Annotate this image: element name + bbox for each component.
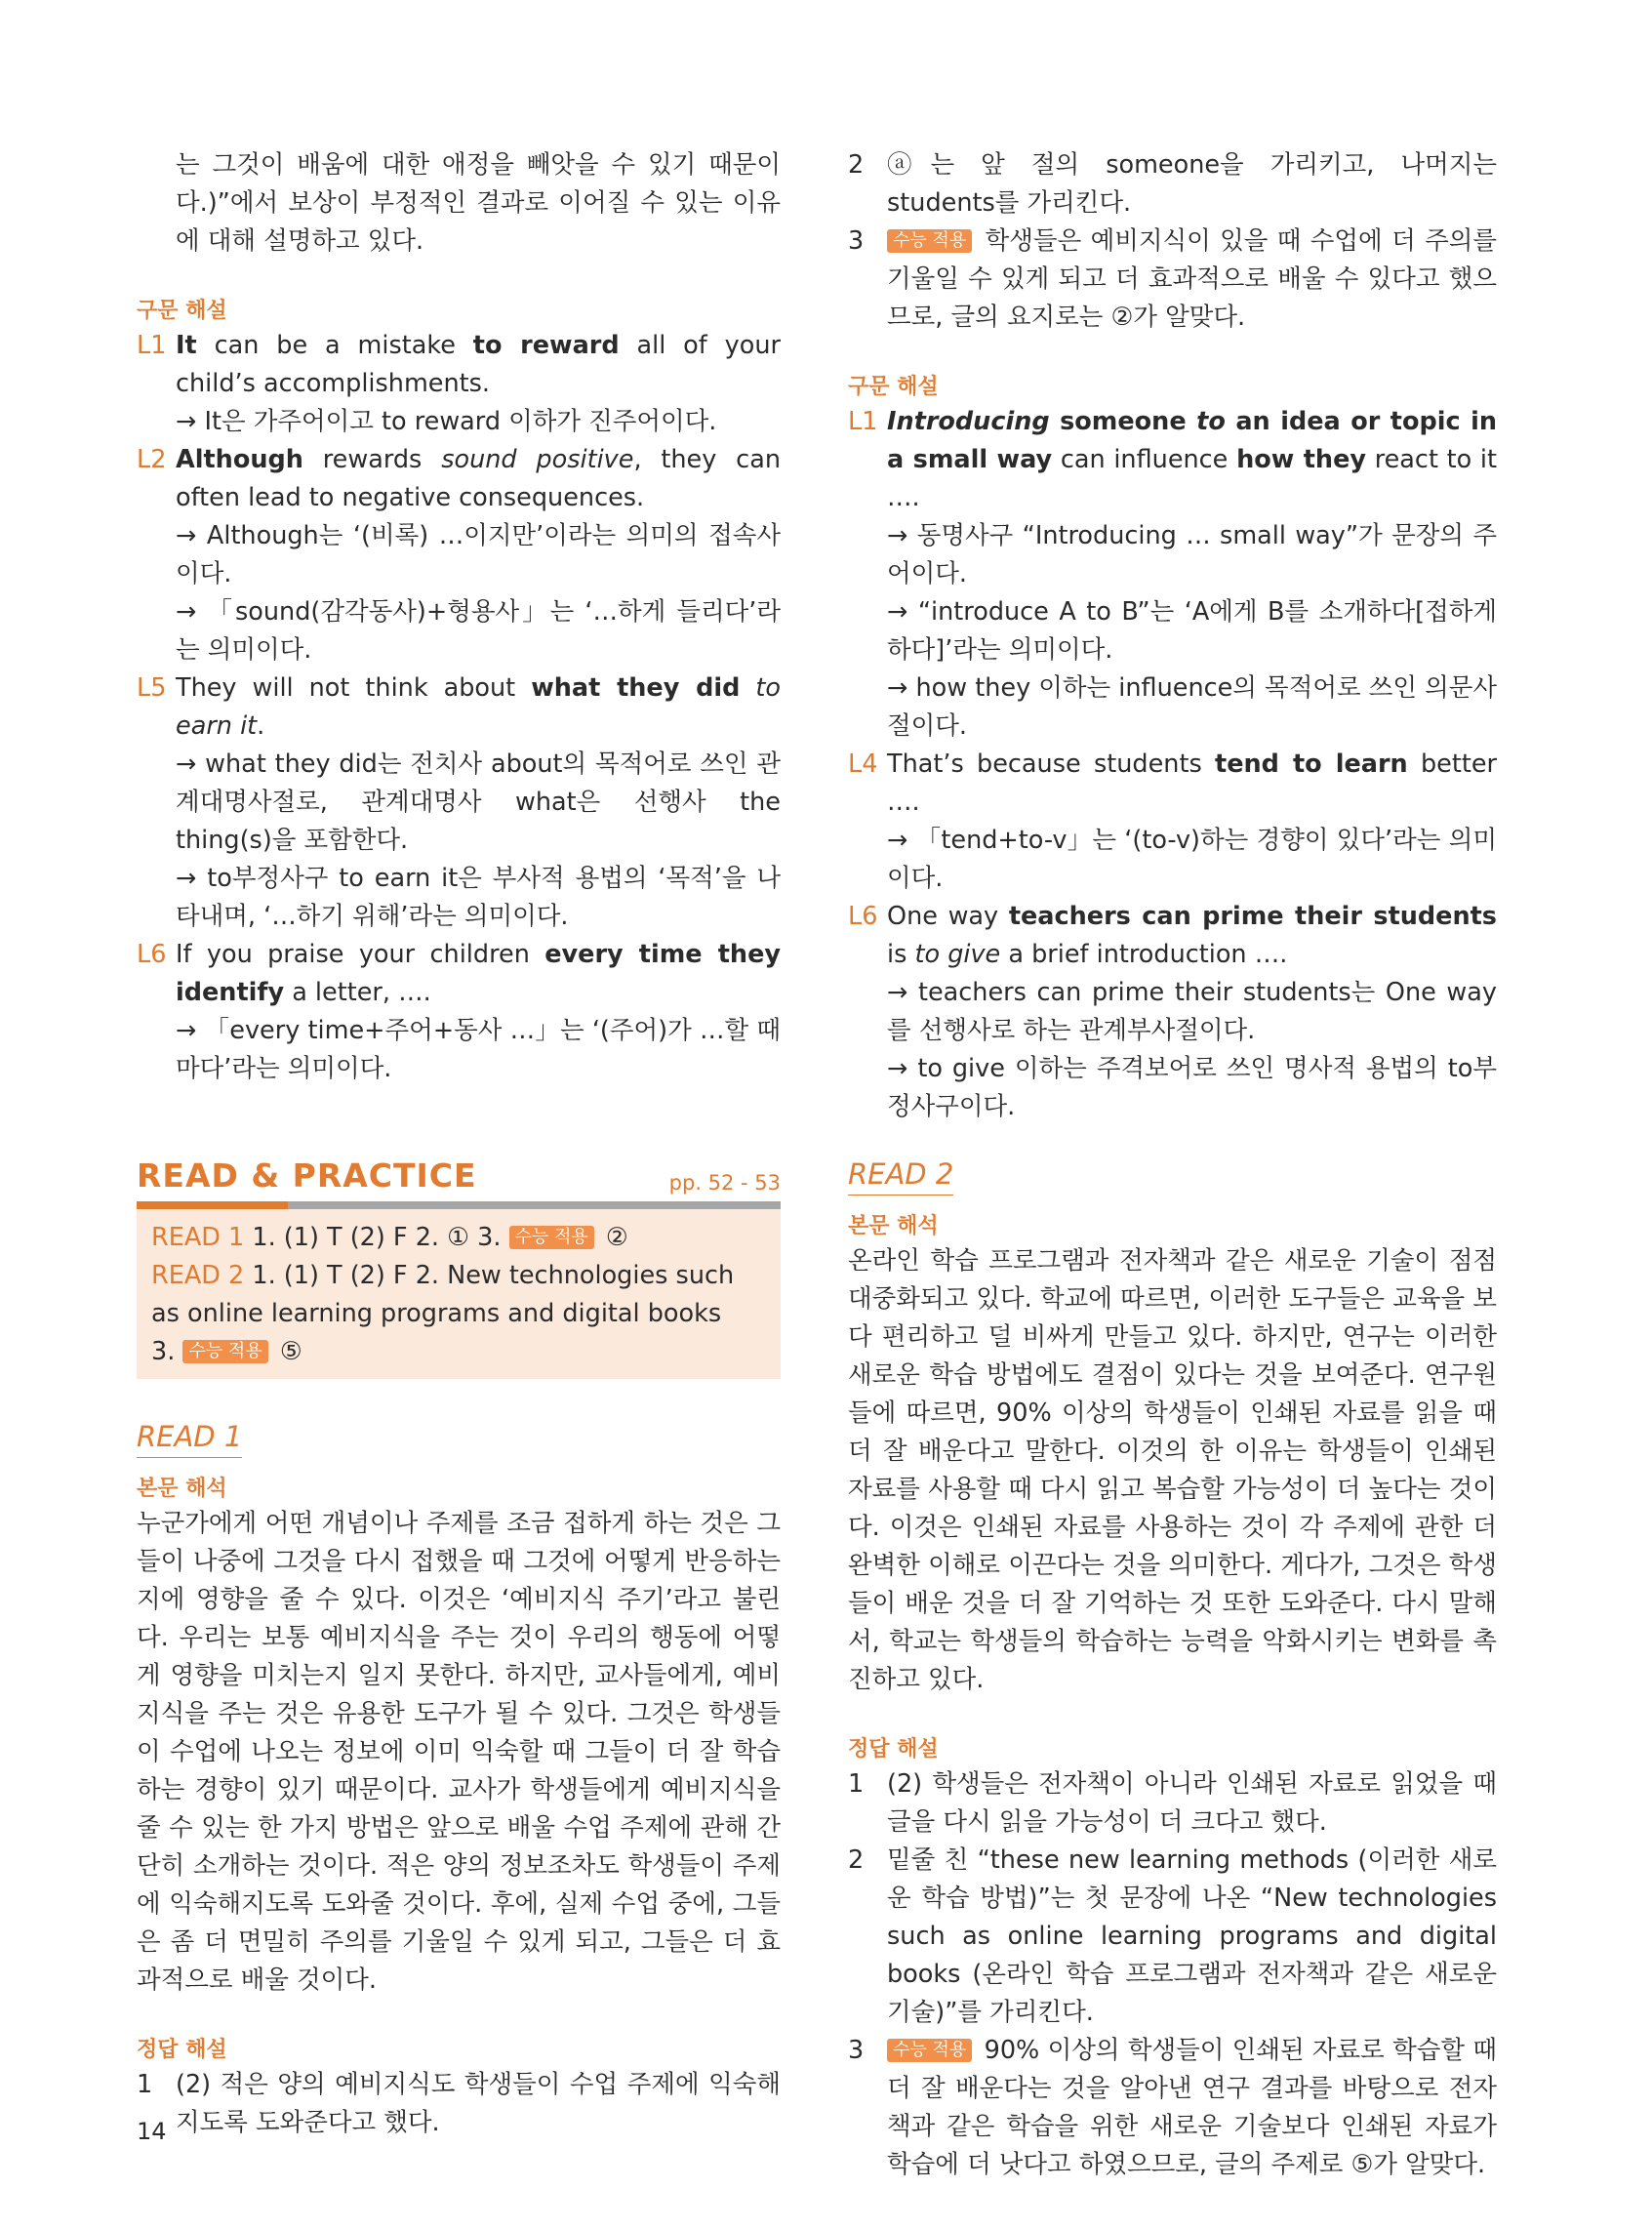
bonmun-heading: 본문 해석 xyxy=(137,1477,227,1501)
example-sentence: Although rewards sound positive, they can often lead to negative consequences. xyxy=(176,445,781,512)
example-sentence: Introducing someone to an idea or topic in a small way can influence how they react to it …. xyxy=(887,407,1498,512)
read1-translation: 누군가에게 어떤 개념이나 주제를 조금 접하게 하는 것은 그들이 나중에 그것을 다시 접했을 때 그것에 어떻게 반응하는지에 영향을 줄 수 있다. 이것은 ‘예비지식 주기’라고 불린다. 우리는 보통 예비지식을 주는 것이 우리의 행동에 어떻게 영향을 미치는지 일지 못한다. 하지만, 교사들에게, 예비지식을 주는 것은 유용한 도구가 될 수 있다. 그것은 학생들이 수업에 나오는 정보에 이미 익숙할 때 그들이 더 잘 학습하는 경향이 있기 때문이다. 교사가 학생들에게 예비지식을 줄 수 있는 한 가지 방법은 앞으로 배울 수업 주제에 관해 간단히 소개하는 것이다. 적은 양의 정보조차도 학생들이 주제에 익숙해지도록 도와줄 것이다. 후에, 실제 수업 중에, 그들은 좀 더 면밀히 주의를 기울일 수 있게 되고, 그들은 더 효과적으로 배울 것이다. xyxy=(137,1509,781,1995)
answer-item-3 xyxy=(848,223,1497,337)
read1-heading: READ 1 xyxy=(137,1418,242,1458)
line-label: L4 xyxy=(848,750,878,779)
bonmun-heading: 본문 해석 xyxy=(848,1214,939,1238)
grammar-note: → 동명사구 “Introducing … small way”가 문장의 주어이다. xyxy=(887,521,1497,588)
grammar-note: → to give 이하는 주격보어로 쓰인 명사적 용법의 to부정사구이다. xyxy=(887,1054,1497,1121)
gumun-item-l2 xyxy=(137,441,781,669)
suneung-badge: 수능 적용 xyxy=(509,1226,594,1249)
line-label: L1 xyxy=(848,407,878,436)
answer-item-1 xyxy=(848,1765,1497,1842)
grammar-note: → “introduce A to B”는 ‘A에게 B를 소개하다[접하게 하다]’라는 의미이다. xyxy=(887,597,1497,665)
answer-key-box xyxy=(137,1209,781,1379)
answer-text: ⓐ는 앞 절의 someone을 가리키고, 나머지는 students를 가리킨다. xyxy=(887,150,1497,218)
gumun-item-l1 xyxy=(137,327,781,441)
gumun-item-l5 xyxy=(137,669,781,936)
answer-text: 수능 적용 학생들은 예비지식이 있을 때 수업에 더 주의를 기울일 수 있게 되고 더 효과적으로 배울 수 있다고 했으므로, 글의 요지로는 ②가 알맞다. xyxy=(887,226,1497,332)
left-column xyxy=(137,146,781,2142)
grammar-note: → to부정사구 to earn it은 부사적 용법의 ‘목적’을 나타내며, ‘…하기 위해’라는 의미이다. xyxy=(176,864,781,931)
jeongdap-heading: 정답 해설 xyxy=(848,1737,939,1762)
jeongdap-heading: 정답 해설 xyxy=(137,2038,227,2062)
read-practice-title: READ & PRACTICE xyxy=(137,1156,477,1195)
read-practice-header xyxy=(137,1156,781,1201)
answer-item-1 xyxy=(137,2066,781,2142)
suneung-badge: 수능 적용 xyxy=(887,2039,972,2062)
gumun-item-l6 xyxy=(848,898,1497,1126)
answer-number: 3 xyxy=(848,2036,865,2065)
line-label: L5 xyxy=(137,673,167,703)
answer-line-read2-q3: 3. 수능 적용 ⑤ xyxy=(151,1337,302,1366)
grammar-note: → 「sound(감각동사)+형용사」는 ‘…하게 들리다’라는 의미이다. xyxy=(176,597,781,665)
example-sentence: If you praise your children every time they identify a letter, …. xyxy=(176,940,781,1007)
right-column xyxy=(848,146,1497,2184)
answer-line-read2: READ 2 1. (1) T (2) F 2. New technologies such as online learning programs and digital books xyxy=(151,1261,735,1328)
section-divider-bar xyxy=(137,1201,781,1209)
answer-item-2 xyxy=(848,1842,1497,2032)
suneung-badge: 수능 적용 xyxy=(182,1340,267,1363)
grammar-note: → what they did는 전치사 about의 목적어로 쓰인 관계대명사절로, 관계대명사 what은 선행사 the thing(s)을 포함한다. xyxy=(176,750,781,855)
answer-text: 수능 적용 90% 이상의 학생들이 인쇄된 자료로 학습할 때 더 잘 배운다는 것을 알아낸 연구 결과를 바탕으로 전자책과 같은 학습을 위한 새로운 기술보다 인쇄된 자료가 학습에 더 낫다고 하였으므로, 글의 주제로 ⑤가 알맞다. xyxy=(887,2036,1497,2179)
grammar-note: → It은 가주어이고 to reward 이하가 진주어이다. xyxy=(176,407,717,436)
grammar-note: → Although는 ‘(비록) …이지만’이라는 의미의 접속사이다. xyxy=(176,521,781,588)
example-sentence: That’s because students tend to learn better …. xyxy=(887,750,1498,817)
line-label: L6 xyxy=(848,902,878,931)
answer-number: 2 xyxy=(848,1845,865,1875)
answer-item-3 xyxy=(848,2032,1497,2184)
line-label: L6 xyxy=(137,940,167,969)
gumun-heading: 구문 해설 xyxy=(137,299,227,323)
read2-translation: 온라인 학습 프로그램과 전자책과 같은 새로운 기술이 점점 대중화되고 있다. 학교에 따르면, 이러한 도구들은 교육을 보다 편리하고 덜 비싸게 만들고 있다. 하지만, 연구는 이러한 새로운 학습 방법에도 결점이 있다는 것을 보여준다. 연구원들에 따르면, 90% 이상의 학생들이 인쇄된 자료를 읽을 때 더 잘 배운다고 말한다. 이것의 한 이유는 학생들이 인쇄된 자료를 사용할 때 다시 읽고 복습할 가능성이 더 높다는 것이다. 이것은 인쇄된 자료를 사용하는 것이 각 주제에 관한 더 완벽한 이해로 이끈다는 것을 의미한다. 게다가, 그것은 학생들이 배운 것을 더 잘 기억하는 것 또한 도와준다. 다시 말해서, 학교는 학생들의 학습하는 능력을 악화시키는 변화를 촉진하고 있다. xyxy=(848,1246,1497,1694)
answer-number: 1 xyxy=(848,1769,865,1799)
answer-line-read1: READ 1 1. (1) T (2) F 2. ① 3. 수능 적용 ② xyxy=(151,1223,628,1252)
gumun-item-l1 xyxy=(848,403,1497,746)
grammar-note: → 「every time+주어+동사 …」는 ‘(주어)가 …할 때마다’라는 의미이다. xyxy=(176,1016,781,1083)
gumun-item-l6 xyxy=(137,936,781,1088)
gumun-heading: 구문 해설 xyxy=(848,375,939,399)
answer-text: 밑줄 친 “these new learning methods (이러한 새로운 학습 방법)”는 첫 문장에 나온 “New technologies such as online learning programs and digital books (온라인 학습 프로그램과 전자책과 같은 새로운 기술)”를 가리킨다. xyxy=(887,1845,1497,2027)
example-sentence: They will not think about what they did to earn it. xyxy=(176,673,781,741)
answer-number: 2 xyxy=(848,150,865,180)
example-sentence: It can be a mistake to reward all of your child’s accomplishments. xyxy=(176,331,781,398)
answer-text: (2) 학생들은 전자책이 아니라 인쇄된 자료로 읽었을 때 글을 다시 읽을 가능성이 더 크다고 했다. xyxy=(887,1769,1497,1837)
grammar-note: → teachers can prime their students는 One way를 선행사로 하는 관계부사절이다. xyxy=(887,978,1497,1045)
page-number: 14 xyxy=(137,2118,167,2145)
intro-paragraph: 는 그것이 배움에 대한 애정을 빼앗을 수 있기 때문이다.)”에서 보상이 부정적인 결과로 이어질 수 있는 이유에 대해 설명하고 있다. xyxy=(176,150,781,256)
example-sentence: One way teachers can prime their students is to give a brief introduction …. xyxy=(887,902,1497,969)
answer-number: 1 xyxy=(137,2070,153,2099)
answer-item-2 xyxy=(848,146,1497,223)
line-label: L1 xyxy=(137,331,167,360)
suneung-badge: 수능 적용 xyxy=(887,229,972,253)
answer-number: 3 xyxy=(848,226,865,256)
read2-heading: READ 2 xyxy=(848,1155,953,1196)
grammar-note: → 「tend+to-v」는 ‘(to-v)하는 경향이 있다’라는 의미이다. xyxy=(887,826,1497,893)
answer-text: (2) 적은 양의 예비지식도 학생들이 수업 주제에 익숙해지도록 도와준다고 했다. xyxy=(176,2070,781,2137)
line-label: L2 xyxy=(137,445,167,474)
grammar-note: → how they 이하는 influence의 목적어로 쓰인 의문사절이다. xyxy=(887,673,1497,741)
gumun-item-l4 xyxy=(848,746,1497,898)
page-range: pp. 52 - 53 xyxy=(668,1171,781,1195)
